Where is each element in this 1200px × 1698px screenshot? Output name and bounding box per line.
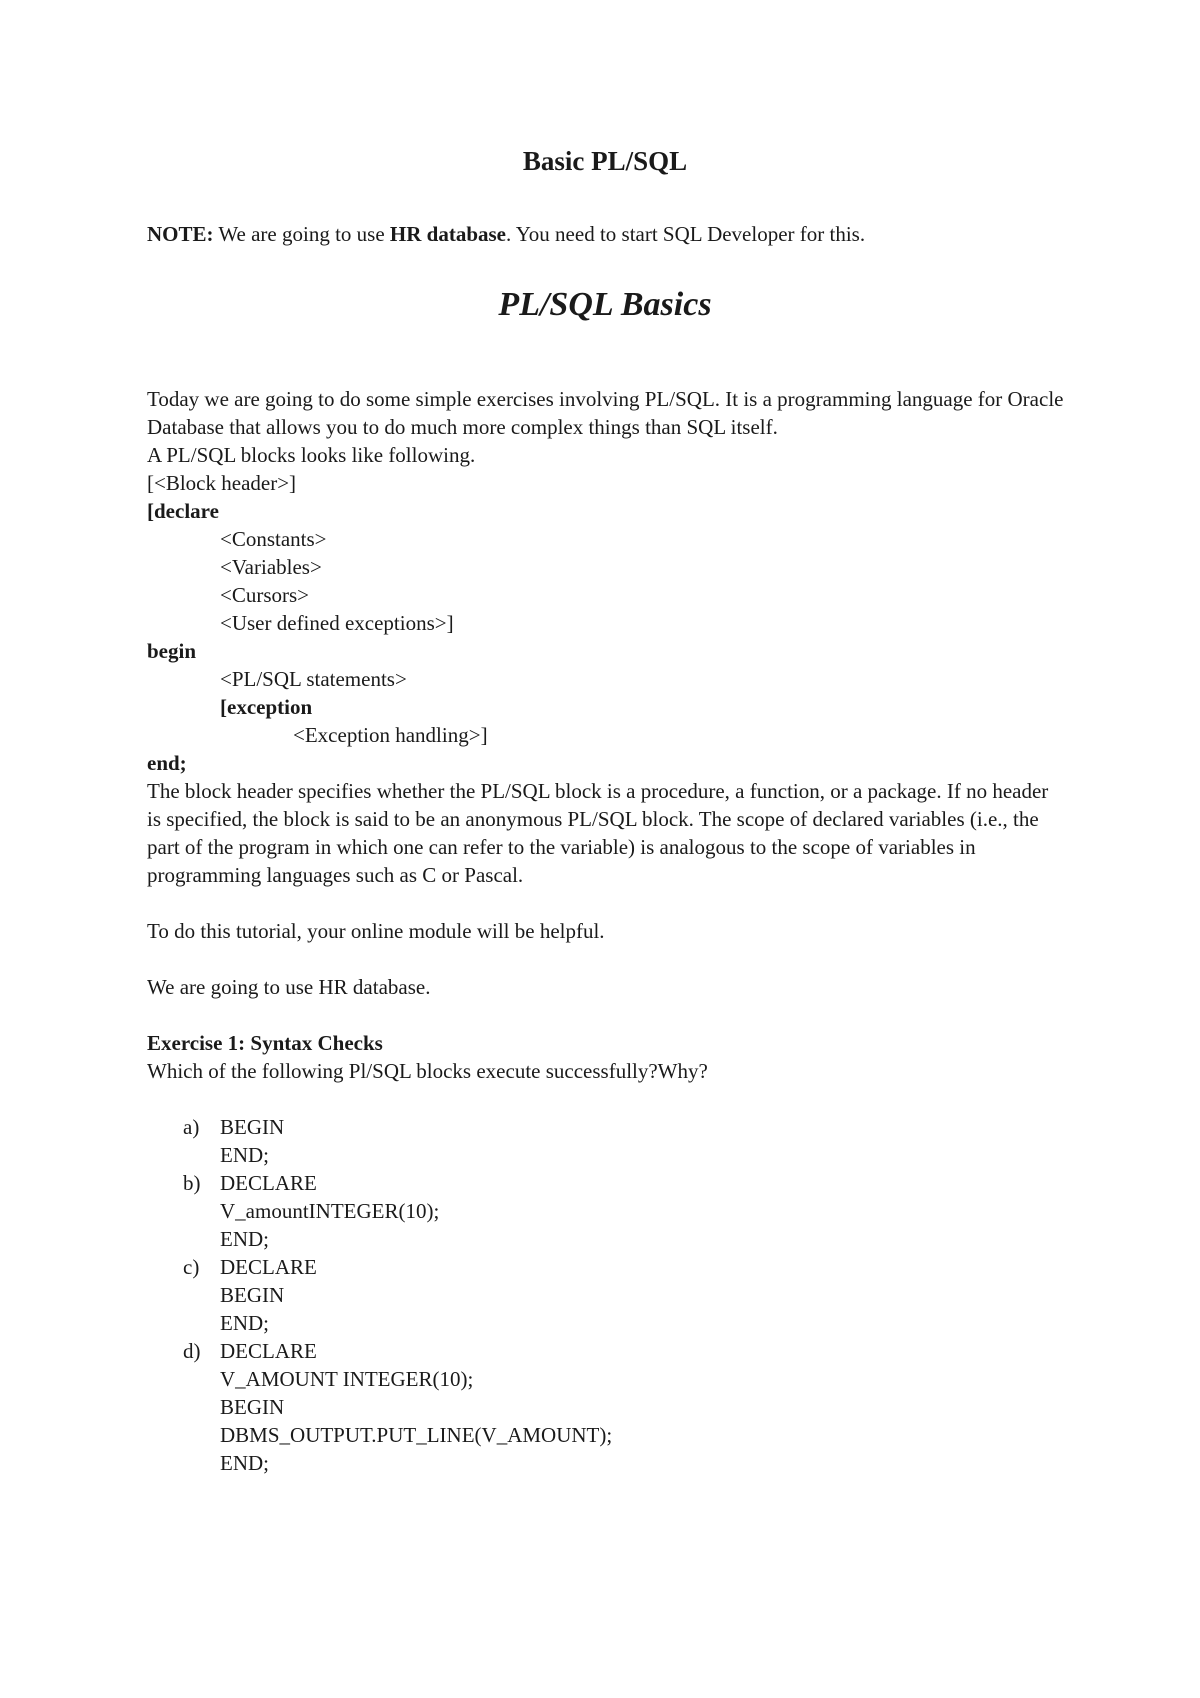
- exercise-option-c: [147, 1253, 1067, 1337]
- code-line: BEGIN: [220, 1115, 285, 1139]
- tutorial-note: To do this tutorial, your online module will be helpful.: [147, 919, 605, 943]
- spacer: [147, 1001, 1067, 1029]
- code-line: DECLARE: [220, 1171, 317, 1195]
- option-marker: c): [183, 1255, 200, 1279]
- option-marker: a): [183, 1115, 200, 1139]
- block-exception-line: [exception: [220, 695, 313, 719]
- spacer: [147, 1085, 1067, 1113]
- code-line: END;: [220, 1227, 269, 1251]
- block-syntax: [147, 469, 1067, 777]
- code-line: END;: [220, 1143, 269, 1167]
- exercise-option-b: [147, 1169, 1067, 1253]
- spacer: [147, 945, 1067, 973]
- code-line: END;: [220, 1311, 269, 1335]
- code-line: END;: [220, 1451, 269, 1475]
- code-line: DBMS_OUTPUT.PUT_LINE(V_AMOUNT);: [220, 1423, 613, 1447]
- block-end-line: end;: [147, 751, 187, 775]
- code-line: DECLARE: [220, 1255, 317, 1279]
- note-label: NOTE:: [147, 222, 214, 246]
- block-constants-line: <Constants>: [220, 527, 327, 551]
- hr-database-note: We are going to use HR database.: [147, 975, 431, 999]
- code-line: DECLARE: [220, 1339, 317, 1363]
- block-exception-handling-line: <Exception handling>]: [293, 723, 488, 747]
- block-variables-line: <Variables>: [220, 555, 322, 579]
- block-declare-line: [declare: [147, 499, 219, 523]
- document-body: [147, 385, 1067, 1477]
- note-paragraph: [147, 222, 865, 247]
- code-line: BEGIN: [220, 1395, 285, 1419]
- note-text-2: . You need to start SQL Developer for this.: [506, 222, 866, 246]
- option-marker: b): [183, 1171, 201, 1195]
- block-begin-line: begin: [147, 639, 197, 663]
- code-line: BEGIN: [220, 1283, 285, 1307]
- exercise-1-heading: Exercise 1: Syntax Checks: [147, 1031, 383, 1055]
- exercise-1-options: [147, 1113, 1067, 1477]
- section-title: PL/SQL Basics: [498, 286, 712, 323]
- block-cursors-line: <Cursors>: [220, 583, 310, 607]
- explanation-paragraph: The block header specifies whether the PL/SQL block is a procedure, a function, or a package. If no header is specified, the block is said to be an anonymous PL/SQL block. The scope of declared variables (i.e., the part of the program in which one can refer to the variable) is analogous to the scope of variables in programming languages such as C or Pascal.: [147, 779, 1049, 887]
- note-text-1: We are going to use: [213, 222, 390, 246]
- option-marker: d): [183, 1339, 201, 1363]
- block-header-line: [<Block header>]: [147, 471, 297, 495]
- exercise-1-question: Which of the following Pl/SQL blocks execute successfully?Why?: [147, 1059, 708, 1083]
- intro-paragraph: Today we are going to do some simple exercises involving PL/SQL. It is a programming language for Oracle Database that allows you to do much more complex things than SQL itself.: [147, 387, 1064, 439]
- exercise-option-d: [147, 1337, 1067, 1477]
- page-title: Basic PL/SQL: [522, 146, 688, 176]
- code-line: V_amountINTEGER(10);: [220, 1199, 440, 1223]
- block-intro: A PL/SQL blocks looks like following.: [147, 443, 476, 467]
- note-bold-text: HR database: [389, 222, 507, 246]
- code-line: V_AMOUNT INTEGER(10);: [220, 1367, 474, 1391]
- exercise-option-a: [147, 1113, 1067, 1169]
- spacer: [147, 889, 1067, 917]
- block-user-exceptions-line: <User defined exceptions>]: [220, 611, 454, 635]
- block-statements-line: <PL/SQL statements>: [220, 667, 407, 691]
